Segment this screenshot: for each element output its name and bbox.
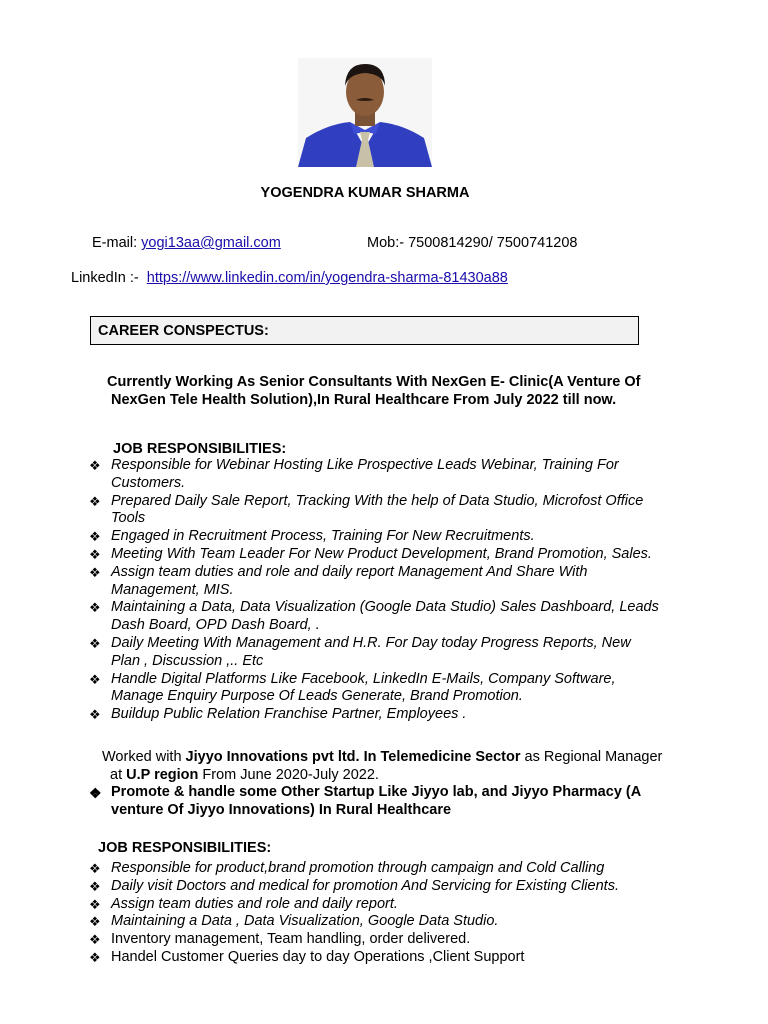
email-link[interactable]: yogi13aa@gmail.com [141, 235, 281, 251]
bullet-icon: ❖ [89, 564, 101, 580]
promote-line-2: venture Of Jiyyo Innovations) In Rural Healthcare [111, 801, 452, 818]
list-item [89, 564, 699, 600]
bullet-icon: ❖ [89, 600, 101, 616]
previous-position-line-1 [102, 748, 702, 766]
current-position-line-2: NexGen Tele Health Solution),In Rural Healthcare From July 2022 till now. [111, 392, 617, 408]
bullet-icon: ❖ [89, 529, 101, 545]
worked-suffix: as Regional Manager [524, 749, 663, 765]
mobile-line [367, 235, 577, 251]
bullet-icon: ❖ [89, 878, 101, 894]
current-position-line-1: Currently Working As Senior Consultants With NexGen E- Clinic(A Venture Of [107, 374, 641, 390]
profile-photo-image [298, 58, 432, 167]
list-item [89, 784, 689, 820]
list-item-line-2: Tools [111, 510, 146, 527]
list-item-text: Inventory management, Team handling, order delivered. [111, 931, 471, 948]
list-item-line-2: Manage Enquiry Purpose Of Leads Generate, Brand Promotion. [111, 688, 523, 705]
list-item-line-1: Assign team duties and role and daily report Management And Share With [111, 563, 588, 580]
job-responsibilities-2 [89, 840, 699, 967]
career-conspectus-heading: CAREER CONSPECTUS: [98, 323, 269, 339]
list-item-line-1: Daily Meeting With Management and H.R. For Day today Progress Reports, New [111, 634, 631, 651]
list-item [89, 931, 699, 949]
mobile-number: 7500814290/ 7500741208 [408, 235, 578, 251]
job-responsibilities-heading-2: JOB RESPONSIBILITIES: [98, 840, 272, 856]
list-item-line-1: Prepared Daily Sale Report, Tracking With the help of Data Studio, Microfost Office [111, 492, 644, 509]
list-item [89, 896, 699, 914]
linkedin-link[interactable]: https://www.linkedin.com/in/yogendra-sharma-81430a88 [146, 270, 508, 286]
worked-period: From June 2020-July 2022. [202, 767, 379, 783]
bullet-icon: ❖ [89, 949, 101, 965]
list-item [89, 493, 699, 529]
linkedin-line [71, 270, 508, 286]
bullet-icon: ❖ [89, 896, 101, 912]
bullet-icon: ❖ [89, 707, 101, 723]
previous-position-summary [102, 748, 702, 784]
candidate-name: YOGENDRA KUMAR SHARMA [260, 185, 470, 201]
list-item-line-2: Customers. [111, 474, 186, 491]
list-item [89, 599, 699, 635]
list-item-line-1: Meeting With Team Leader For New Product Development, Brand Promotion, Sales. [111, 545, 652, 562]
bullet-icon: ❖ [89, 932, 101, 948]
list-item-line-1: Maintaining a Data, Data Visualization (Google Data Studio) Sales Dashboard, Leads [111, 599, 659, 616]
bullet-icon: ❖ [89, 635, 101, 651]
list-item-text: Responsible for product,brand promotion through campaign and Cold Calling [111, 860, 605, 876]
career-conspectus-heading-box [90, 316, 639, 345]
mobile-label: Mob:- [367, 235, 405, 251]
list-item [89, 913, 699, 931]
bullet-icon: ❖ [89, 785, 102, 801]
email-line [92, 235, 281, 251]
list-item [89, 528, 699, 546]
list-item [89, 671, 699, 707]
list-item-line-1: Handle Digital Platforms Like Facebook, LinkedIn E-Mails, Company Software, [111, 670, 616, 687]
list-item-text: Assign team duties and role and daily report. [111, 895, 398, 912]
list-item-line-1: Responsible for Webinar Hosting Like Prospective Leads Webinar, Training For [111, 457, 619, 473]
list-item [89, 860, 699, 878]
worked-at: at [110, 767, 123, 783]
list-item-line-1: Buildup Public Relation Franchise Partner, Employees . [111, 706, 467, 723]
bullet-icon: ❖ [89, 861, 101, 876]
worked-prefix: Worked with [102, 749, 182, 765]
list-item [89, 457, 699, 493]
bullet-icon: ❖ [89, 914, 101, 930]
job-responsibilities-1 [89, 441, 699, 724]
list-item-text: Handel Customer Queries day to day Operations ,Client Support [111, 948, 525, 965]
list-item [89, 949, 699, 967]
bullet-icon: ❖ [89, 671, 101, 687]
list-item-line-1: Engaged in Recruitment Process, Training For New Recruitments. [111, 528, 535, 545]
bullet-icon: ❖ [89, 493, 101, 509]
list-item-text: Maintaining a Data , Data Visualization, Google Data Studio. [111, 913, 499, 930]
bullet-icon: ❖ [89, 458, 101, 473]
worked-region: U.P region [126, 767, 199, 783]
promote-line-1: Promote & handle some Other Startup Like Jiyyo lab, and Jiyyo Pharmacy (A [111, 784, 642, 800]
list-item-line-2: Management, MIS. [111, 581, 234, 598]
job-responsibilities-heading-1: JOB RESPONSIBILITIES: [113, 441, 287, 457]
list-item [89, 878, 699, 896]
linkedin-label: LinkedIn :- [71, 270, 139, 286]
job-responsibilities-list-2 [89, 860, 699, 967]
worked-company: Jiyyo Innovations pvt ltd. In Telemedicine Sector [185, 749, 521, 765]
email-label: E-mail: [92, 235, 138, 251]
list-item-line-2: Plan , Discussion ,.. Etc [111, 652, 264, 669]
list-item [89, 635, 699, 671]
list-item [89, 706, 699, 724]
job-responsibilities-list-1 [89, 457, 699, 724]
profile-photo [298, 58, 432, 167]
promote-startups-item [89, 784, 689, 820]
current-position-summary [107, 373, 697, 409]
bullet-icon: ❖ [89, 546, 101, 562]
previous-position-line-2 [102, 766, 702, 784]
list-item [89, 546, 699, 564]
list-item-line-2: Dash Board, OPD Dash Board, . [111, 617, 320, 634]
list-item-text: Daily visit Doctors and medical for promotion And Servicing for Existing Clients. [111, 877, 619, 894]
